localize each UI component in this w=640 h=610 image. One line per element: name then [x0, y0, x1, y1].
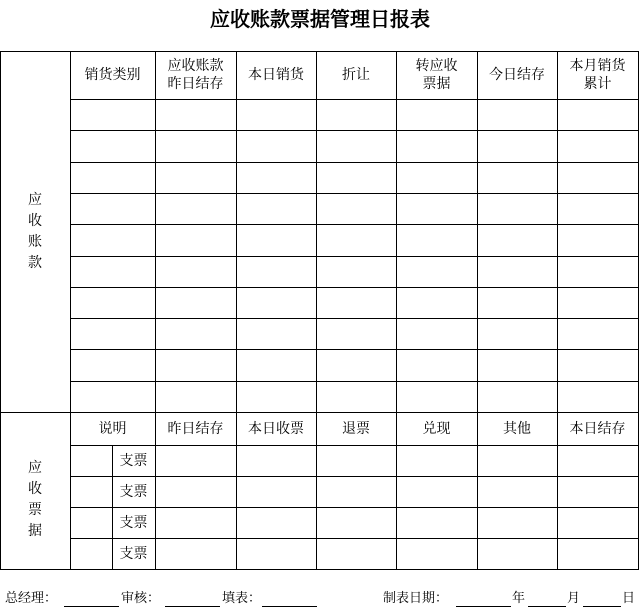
table-cell-input[interactable] — [397, 288, 477, 318]
table-cell-input[interactable] — [317, 319, 396, 349]
column-header: 昨日结存 — [167, 420, 224, 437]
table-cell-input[interactable] — [478, 477, 557, 507]
table-rule — [0, 569, 639, 570]
section-label-char: 应 — [28, 459, 42, 476]
column-header: 本日收票 — [248, 420, 304, 437]
table-cell-input[interactable] — [71, 539, 112, 569]
table-cell-input[interactable] — [558, 382, 638, 412]
column-header: 说明 — [98, 420, 127, 437]
page-title: 应收账款票据管理日报表 — [210, 7, 430, 31]
table-cell-input[interactable] — [478, 194, 557, 224]
footer-signatures — [0, 590, 640, 608]
column-header: 本日结存 — [569, 420, 626, 437]
date-label: 制表日期： — [383, 591, 449, 606]
table-cell-input[interactable] — [237, 382, 316, 412]
table-cell-input[interactable] — [237, 131, 316, 161]
table-cell-input[interactable] — [156, 382, 236, 412]
filler-blank[interactable] — [262, 606, 317, 607]
table-cell-input[interactable] — [237, 477, 316, 507]
table-cell-input[interactable] — [71, 508, 112, 538]
table-cell-input[interactable] — [317, 131, 396, 161]
table-cell-input[interactable] — [317, 288, 396, 318]
table-cell-input[interactable] — [156, 508, 236, 538]
column-header: 应收账款 昨日结存 — [167, 58, 224, 92]
table-cell-input[interactable] — [397, 382, 477, 412]
table-cell-input[interactable] — [317, 477, 396, 507]
table-cell-input[interactable] — [478, 257, 557, 287]
table-cell-input[interactable] — [237, 225, 316, 255]
review-blank[interactable] — [165, 606, 220, 607]
table-cell-input[interactable] — [397, 225, 477, 255]
section-label-char: 款 — [28, 254, 42, 271]
table-cell-input[interactable] — [71, 225, 155, 255]
table-cell-input[interactable] — [397, 539, 477, 569]
table-cell-input[interactable] — [478, 163, 557, 193]
table-cell-input[interactable] — [156, 539, 236, 569]
table-cell-input[interactable] — [397, 477, 477, 507]
section-label-notes — [0, 412, 70, 569]
row-label: 支票 — [119, 514, 148, 531]
section-label-char: 收 — [28, 480, 42, 497]
table-cell-input[interactable] — [397, 163, 477, 193]
table-cell-input[interactable] — [71, 131, 155, 161]
section-label-receivables — [0, 51, 70, 412]
table-cell-input[interactable] — [558, 100, 638, 130]
day-label: 日 — [622, 591, 636, 606]
column-header: 今日结存 — [489, 67, 545, 83]
table-cell-input[interactable] — [71, 477, 112, 507]
table-cell-input[interactable] — [558, 319, 638, 349]
table-cell-input[interactable] — [317, 350, 396, 380]
section-label-char: 票 — [28, 501, 42, 518]
day-blank[interactable] — [583, 606, 621, 607]
table-cell-input[interactable] — [317, 194, 396, 224]
column-header: 其他 — [503, 420, 531, 437]
filler-label: 填表： — [222, 591, 262, 606]
table-cell-input[interactable] — [558, 508, 638, 538]
table-cell-input[interactable] — [558, 446, 638, 476]
table-cell-input[interactable] — [397, 446, 477, 476]
table-cell-input[interactable] — [558, 131, 638, 161]
table-rule — [638, 51, 639, 570]
table-cell-input[interactable] — [156, 225, 236, 255]
table-cell-input[interactable] — [558, 163, 638, 193]
table-cell-input[interactable] — [317, 100, 396, 130]
table-cell-input[interactable] — [478, 100, 557, 130]
table-cell-input[interactable] — [317, 446, 396, 476]
table-cell-input[interactable] — [397, 194, 477, 224]
section-label-char: 应 — [28, 191, 42, 208]
table-cell-input[interactable] — [237, 288, 316, 318]
table-cell-input[interactable] — [397, 131, 477, 161]
table-cell-input[interactable] — [478, 319, 557, 349]
table-cell-input[interactable] — [237, 194, 316, 224]
manager-label: 总经理： — [5, 591, 58, 606]
table-cell-input[interactable] — [397, 508, 477, 538]
section-label-char: 据 — [28, 522, 42, 539]
manager-blank[interactable] — [64, 606, 119, 607]
column-header: 销货类别 — [84, 67, 141, 83]
section-label-char: 收 — [28, 212, 42, 229]
table-cell-input[interactable] — [237, 257, 316, 287]
section-label-char: 账 — [28, 233, 42, 250]
table-cell-input[interactable] — [71, 100, 155, 130]
table-cell-input[interactable] — [558, 225, 638, 255]
table-cell-input[interactable] — [156, 163, 236, 193]
table-cell-input[interactable] — [397, 319, 477, 349]
table-cell-input[interactable] — [478, 350, 557, 380]
table-cell-input[interactable] — [237, 539, 316, 569]
table-cell-input[interactable] — [156, 100, 236, 130]
table-cell-input[interactable] — [237, 508, 316, 538]
review-label: 审核： — [121, 591, 161, 606]
table-cell-input[interactable] — [397, 100, 477, 130]
column-header: 转应收 票据 — [415, 58, 458, 92]
row-label: 支票 — [119, 545, 148, 562]
table-cell-input[interactable] — [71, 257, 155, 287]
table-cell-input[interactable] — [71, 163, 155, 193]
table-cell-input[interactable] — [71, 194, 155, 224]
table-cell-input[interactable] — [558, 257, 638, 287]
table-cell-input[interactable] — [317, 225, 396, 255]
table-cell-input[interactable] — [478, 539, 557, 569]
table-cell-input[interactable] — [558, 350, 638, 380]
table-cell-input[interactable] — [558, 194, 638, 224]
table-cell-input[interactable] — [397, 350, 477, 380]
table-cell-input[interactable] — [317, 163, 396, 193]
table-cell-input[interactable] — [156, 477, 236, 507]
table-cell-input[interactable] — [478, 446, 557, 476]
table-cell-input[interactable] — [71, 288, 155, 318]
table-cell-input[interactable] — [156, 350, 236, 380]
table-cell-input[interactable] — [71, 319, 155, 349]
table-cell-input[interactable] — [237, 446, 316, 476]
table-cell-input[interactable] — [317, 382, 396, 412]
table-cell-input[interactable] — [317, 508, 396, 538]
table-cell-input[interactable] — [71, 446, 112, 476]
table-cell-input[interactable] — [478, 131, 557, 161]
table-cell-input[interactable] — [156, 288, 236, 318]
column-header: 本月销货 累计 — [569, 58, 626, 92]
table-cell-input[interactable] — [478, 288, 557, 318]
column-header: 本日销货 — [248, 67, 304, 83]
year-blank[interactable] — [456, 606, 511, 607]
table-cell-input[interactable] — [71, 382, 155, 412]
table-cell-input[interactable] — [156, 319, 236, 349]
column-header: 折让 — [342, 67, 370, 83]
table-cell-input[interactable] — [558, 539, 638, 569]
table-cell-input[interactable] — [237, 100, 316, 130]
table-cell-input[interactable] — [156, 194, 236, 224]
table-cell-input[interactable] — [558, 288, 638, 318]
row-label: 支票 — [119, 483, 148, 500]
table-cell-input[interactable] — [156, 446, 236, 476]
table-cell-input[interactable] — [156, 257, 236, 287]
table-cell-input[interactable] — [237, 350, 316, 380]
table-cell-input[interactable] — [237, 319, 316, 349]
table-cell-input[interactable] — [478, 382, 557, 412]
table-cell-input[interactable] — [71, 350, 155, 380]
row-label: 支票 — [119, 452, 148, 469]
table-cell-input[interactable] — [478, 508, 557, 538]
column-header: 退票 — [342, 420, 370, 437]
table-cell-input[interactable] — [237, 163, 316, 193]
column-header: 兑现 — [422, 420, 451, 437]
table-cell-input[interactable] — [317, 539, 396, 569]
month-blank[interactable] — [528, 606, 566, 607]
table-cell-input[interactable] — [558, 477, 638, 507]
table-cell-input[interactable] — [156, 131, 236, 161]
table-cell-input[interactable] — [317, 257, 396, 287]
table-cell-input[interactable] — [397, 257, 477, 287]
table-cell-input[interactable] — [478, 225, 557, 255]
month-label: 月 — [567, 591, 581, 606]
year-label: 年 — [512, 591, 526, 606]
